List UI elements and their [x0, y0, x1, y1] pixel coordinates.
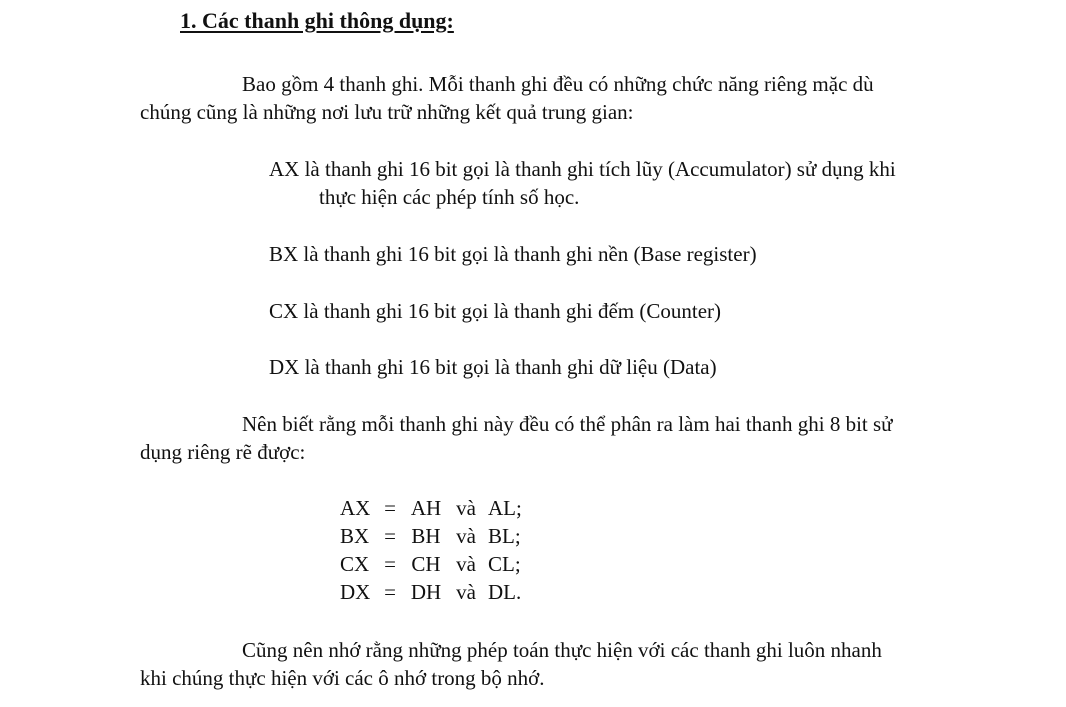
register-ax-line-2: thực hiện các phép tính số học.: [319, 185, 580, 209]
register-ax-item: [269, 155, 952, 211]
register-cx-item: [269, 297, 952, 325]
register-bx-line-1: BX là thanh ghi 16 bit gọi là thanh ghi nền (Base register): [269, 242, 757, 266]
split-note-line-2: dụng riêng rẽ được:: [140, 440, 306, 464]
split-high-byte: DH: [410, 580, 442, 604]
split-equals: =: [384, 524, 396, 548]
split-low-byte: BL;: [488, 524, 521, 548]
closing-line-2: khi chúng thực hiện với các ô nhớ trong bộ nhớ.: [140, 666, 545, 690]
split-and: và: [456, 580, 476, 604]
split-high-byte: BH: [411, 524, 441, 548]
split-high-byte: CH: [411, 552, 441, 576]
register-dx-line-1: DX là thanh ghi 16 bit gọi là thanh ghi dữ liệu (Data): [269, 355, 717, 379]
split-low-byte: DL.: [488, 580, 522, 604]
intro-line-2: chúng cũng là những nơi lưu trữ những kết quả trung gian:: [140, 100, 634, 124]
split-note-line-1: Nên biết rằng mỗi thanh ghi này đều có thể phân ra làm hai thanh ghi 8 bit sử: [242, 412, 893, 436]
register-dx-item: [269, 353, 952, 381]
split-note-paragraph: [140, 410, 952, 466]
split-reg: CX: [340, 552, 370, 576]
split-row-ax: [340, 494, 528, 522]
split-reg: BX: [340, 524, 370, 548]
split-low-byte: CL;: [488, 552, 521, 576]
split-row-bx: [340, 522, 528, 550]
register-cx-line-1: CX là thanh ghi 16 bit gọi là thanh ghi đếm (Counter): [269, 299, 722, 323]
register-bx-item: [269, 240, 952, 268]
intro-line-1: Bao gồm 4 thanh ghi. Mỗi thanh ghi đều có những chức năng riêng mặc dù: [242, 72, 874, 96]
split-low-byte: AL;: [488, 496, 522, 520]
register-ax-line-1: AX là thanh ghi 16 bit gọi là thanh ghi tích lũy (Accumulator) sử dụng khi: [269, 157, 896, 181]
split-and: và: [456, 496, 476, 520]
split-equals: =: [384, 496, 396, 520]
split-high-byte: AH: [410, 496, 442, 520]
closing-paragraph: [140, 636, 952, 692]
split-equals: =: [384, 552, 396, 576]
split-and: và: [456, 524, 476, 548]
intro-paragraph: [140, 70, 952, 126]
split-reg: AX: [340, 496, 371, 520]
split-reg: DX: [340, 580, 371, 604]
split-and: và: [456, 552, 476, 576]
section-heading: 1. Các thanh ghi thông dụng:: [180, 8, 454, 33]
split-row-dx: [340, 578, 528, 606]
split-row-cx: [340, 550, 528, 578]
split-equals: =: [384, 580, 396, 604]
closing-line-1: Cũng nên nhớ rằng những phép toán thực hiện với các thanh ghi luôn nhanh: [242, 638, 882, 662]
register-split-list: [340, 494, 528, 606]
